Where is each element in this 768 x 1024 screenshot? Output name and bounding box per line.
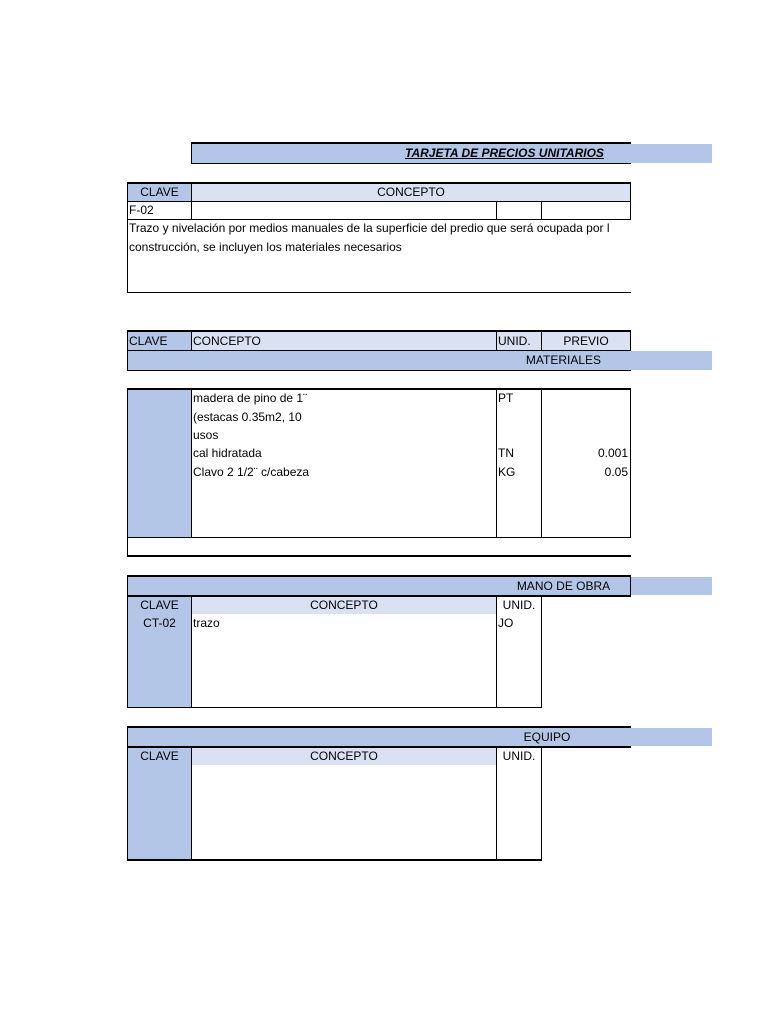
material-cantidad: 0.05 [604,465,628,479]
eq-unid-label: UNID. [502,749,536,763]
material-unid: KG [498,465,516,479]
eq-concepto-label: CONCEPTO [310,749,378,763]
mo-clave-label: CLAVE [140,598,179,612]
material-unid: TN [498,446,514,460]
material-concepto: usos [193,428,219,442]
clave-value: F-02 [129,203,154,217]
mo-unid-value: JO [498,616,514,630]
eq-clave-label: CLAVE [140,749,179,763]
material-cantidad: 0.001 [597,446,628,460]
concept-description-line1: Trazo y nivelación por medios manuales de la superficie del predio que será ocupada por l [129,221,610,235]
material-concepto: (estacas 0.35m2, 10 [193,410,302,424]
page-title: TARJETA DE PRECIOS UNITARIOS [405,146,604,160]
mano-de-obra-label: MANO DE OBRA [516,579,611,593]
header-unid: UNID. [498,334,531,348]
concept-description-line2: construcción, se incluyen los materiales necesarios [129,240,402,254]
header-concepto: CONCEPTO [193,334,261,348]
concepto-label: CONCEPTO [377,185,445,199]
material-unid: PT [498,391,514,405]
header-previo: PREVIO [563,334,609,348]
mo-clave-value: CT-02 [143,616,176,630]
material-concepto: cal hidratada [193,446,262,460]
mo-concepto-label: CONCEPTO [310,598,378,612]
header-clave: CLAVE [129,334,168,348]
clave-label: CLAVE [140,185,179,199]
mo-unid-label: UNID. [502,598,536,612]
equipo-label: EQUIPO [523,730,571,744]
equipo-band [128,728,712,746]
material-concepto: Clavo 2 1/2¨ c/cabeza [193,465,310,479]
materiales-label: MATERIALES [525,353,602,367]
mo-concepto-value: trazo [193,616,220,630]
material-concepto: madera de pino de 1¨ [193,391,308,405]
